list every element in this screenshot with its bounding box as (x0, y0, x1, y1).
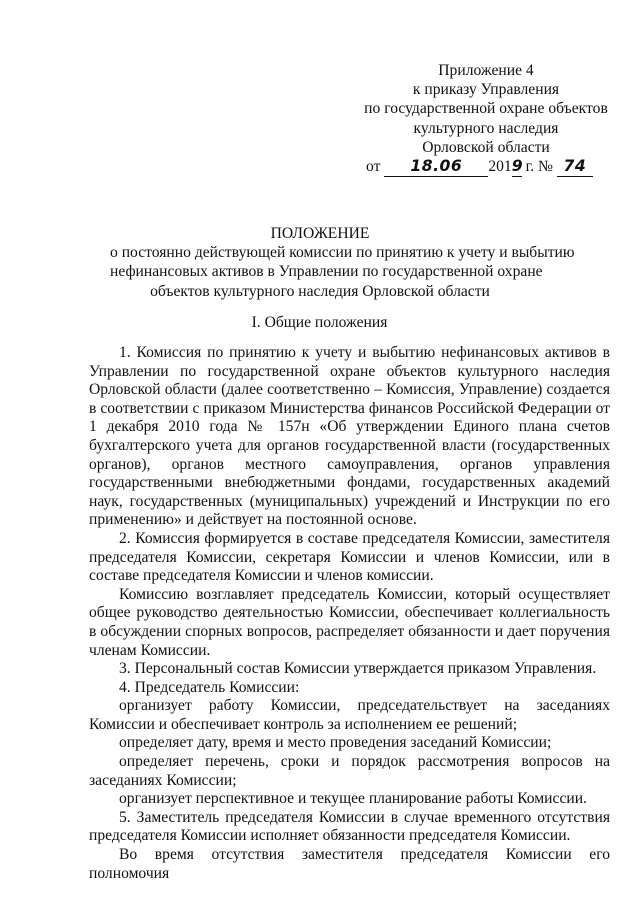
year-suffix-number-label: г. № (525, 158, 553, 176)
paragraph-8: определяет перечень, сроки и порядок рассмотрения вопросов на заседаниях Комиссии; (89, 753, 610, 789)
year-prefix: 201 (488, 158, 512, 176)
paragraph-6: организует работу Комиссии, председательствует на заседаниях Комиссии и обеспечивает контроль за исполнением ее решений; (89, 697, 610, 733)
paragraph-7: определяет дату, время и место проведения заседаний Комиссии; (119, 734, 552, 752)
order-number-field (557, 157, 593, 177)
section-heading: I. Общие положения (251, 314, 388, 331)
year-field (512, 157, 522, 177)
paragraph-9: организует перспективное и текущее планирование работы Комиссии. (119, 790, 587, 808)
paragraph-5: 4. Председатель Комиссии: (119, 678, 300, 696)
appendix-line-2: к приказу Управления (412, 81, 560, 99)
year-handwritten: 9 (511, 157, 524, 176)
appendix-line-3: по государственной охране объектов (364, 100, 608, 118)
title-line-3: объектов культурного наследия Орловской области (150, 282, 490, 300)
from-label: от (366, 158, 381, 176)
appendix-block (356, 61, 616, 177)
document-title (110, 224, 575, 301)
paragraph-4: 3. Персональный состав Комиссии утверждается приказом Управления. (119, 660, 597, 678)
appendix-line-5: Орловской области (422, 138, 550, 156)
appendix-line-1: Приложение 4 (438, 62, 534, 79)
order-number-handwritten: 74 (563, 157, 587, 176)
paragraph-11: Во время отсутствия заместителя председателя Комиссии его полномочия (89, 846, 610, 882)
title-line-1: о постоянно действующей комиссии по принятию к учету и выбытию (110, 244, 575, 262)
document-body (89, 344, 610, 883)
paragraph-2: 2. Комиссия формируется в составе председателя Комиссии, заместителя председателя Комиссии, секретаря Комиссии и членов Комиссии, или в составе председателя Комиссии и членов комиссии. (89, 529, 610, 585)
order-date-number-line (356, 157, 616, 177)
order-date-handwritten: 18.06 (410, 157, 463, 176)
title-heading: ПОЛОЖЕНИЕ (270, 225, 370, 242)
paragraph-10: 5. Заместитель председателя Комиссии в случае временного отсутствия председателя Комиссии исполняет обязанности председателя Комиссии. (89, 808, 610, 845)
order-date-field (384, 157, 488, 177)
paragraph-3: Комиссию возглавляет председатель Комиссии, который осуществляет общее руководство деятельностью Комиссии, обеспечивает коллегиальность в обсуждении спорных вопросов, распределяет обязанности и дает поручения членам Комиссии. (89, 585, 610, 659)
appendix-line-4: культурного наследия (413, 119, 559, 137)
title-line-2: нефинансовых активов в Управлении по государственной охране (110, 263, 543, 281)
paragraph-1: 1. Комиссия по принятию к учету и выбытию нефинансовых активов в Управлении по государственной охране объектов культурного наследия Орловской области (далее соответственно – Комиссия, Управление) создается в соответствии с приказом Министерства финансов Российской Федерации от 1 декабря 2010 года № 157н «Об утверждении Единого плана счетов бухгалтерского учета для органов государственной власти (государственных органов), органов местного самоуправления, органов управления государственными внебюджетными фондами, государственных академий наук, государственных (муниципальных) учреждений и Инструкции по его применению» и действует на постоянной основе. (89, 344, 610, 529)
